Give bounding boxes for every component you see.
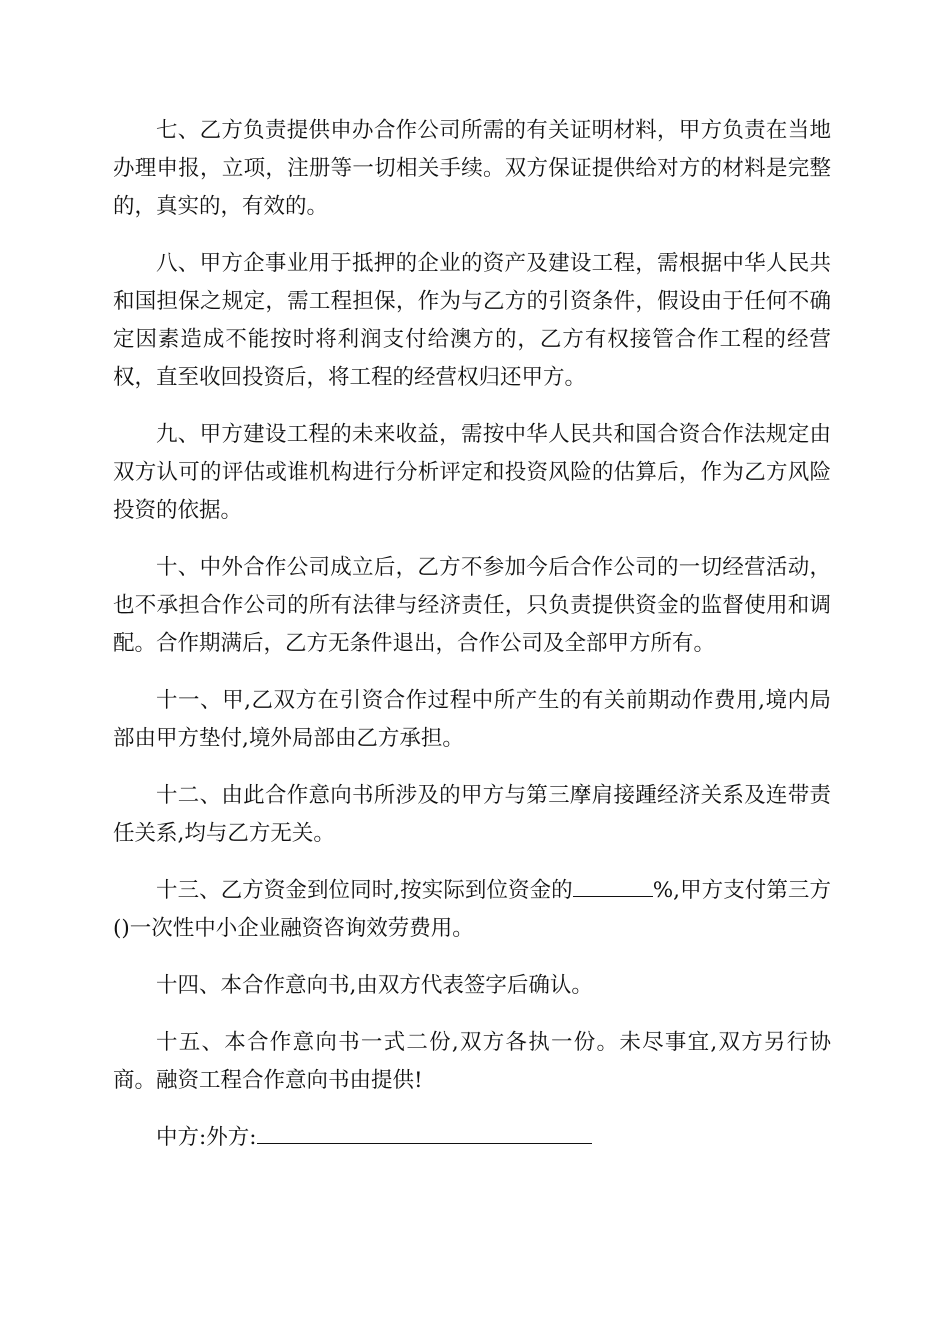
percentage-blank <box>573 872 653 897</box>
signature-line <box>113 1119 831 1157</box>
clause-8: 八、甲方企事业用于抵押的企业的资产及建设工程，需根据中华人民共和国担保之规定，需工程担保，作为与乙方的引资条件，假设由于任何不确定因素造成不能按时将利润支付给澳方的，乙方有权接管合作工程的经营权，直至收回投资后，将工程的经营权归还甲方。 <box>113 251 831 390</box>
clause-12: 十二、由此合作意向书所涉及的甲方与第三摩肩接踵经济关系及连带责任关系,均与乙方无关。 <box>113 783 831 846</box>
signature-label: 中方:外方: <box>156 1125 257 1150</box>
clause-9: 九、甲方建设工程的未来收益，需按中华人民共和国合资合作法规定由双方认可的评估或谁机构进行分析评定和投资风险的估算后，作为乙方风险投资的依据。 <box>113 422 831 523</box>
clause-7: 七、乙方负责提供申办合作公司所需的有关证明材料，甲方负责在当地办理申报，立项，注册等一切相关手续。双方保证提供给对方的材料是完整的，真实的，有效的。 <box>113 118 831 219</box>
signature-blank <box>257 1119 592 1144</box>
clause-13-text-after: %,甲方支付第三方()一次性中小企业融资咨询效劳费用。 <box>113 878 832 941</box>
clause-15: 十五、本合作意向书一式二份,双方各执一份。未尽事宜,双方另行协商。融资工程合作意向书由提供! <box>113 1030 831 1093</box>
clause-14: 十四、本合作意向书,由双方代表签字后确认。 <box>156 973 593 998</box>
clause-11: 十一、甲,乙双方在引资合作过程中所产生的有关前期动作费用,境内局部由甲方垫付,境外局部由乙方承担。 <box>113 688 831 751</box>
clause-13-text-before: 十三、乙方资金到位同时,按实际到位资金的 <box>156 878 573 903</box>
clause-10: 十、中外合作公司成立后，乙方不参加今后合作公司的一切经营活动，也不承担合作公司的所有法律与经济责任，只负责提供资金的监督使用和调配。合作期满后，乙方无条件退出，合作公司及全部甲方所有。 <box>113 555 831 656</box>
clause-13 <box>113 872 831 948</box>
document-body <box>113 112 831 1176</box>
